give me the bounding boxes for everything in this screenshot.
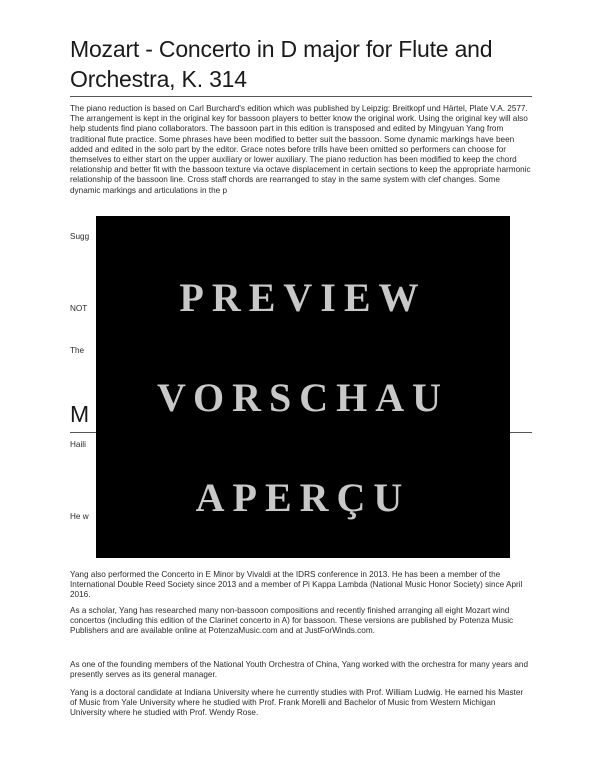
intro-paragraph: The piano reduction is based on Carl Burchard's edition which was published by Leipzig: Breitkopf und Härtel, Plate V.A. 2577. The arrangement is kept in the original key for bassoon players to better know the original work. Using the original key will also help students find piano collaborators. The bassoon part in this edition is transposed and edited by Mingyuan Yang from traditional flute practice. Some phrases have been modified to better suit the bassoon. Some dynamic markings have been added and edited in the solo part by the editor. Grace notes before trills have been omitted so performers can choose for themselves to either start on the upper auxiliary or lower auxiliary. The piano reduction has been modified to keep the chord relationship and better fit with the bassoon texture via octave displacement in certain sections to keep the appropriate harmonic relationship of the bassoon line. Cross staff chords are rearranged to stay in the same system with clef changes. Some dynamic markings and articulations in the p xyxy=(70,104,531,195)
range-paragraph: The xyxy=(70,346,85,355)
note-paragraph: NOT xyxy=(70,304,88,313)
bio-paragraph-idrs: Yang also performed the Concerto in E Minor by Vivaldi at the IDRS conference in 2013. He has been a member of the International Double Reed Society since 2013 and a member of Pi Kappa Lambda (National Music Honor Society) since April 2016. xyxy=(70,570,523,600)
bio-paragraph-1: Haili xyxy=(70,440,86,449)
bio-paragraph-2: He w xyxy=(70,512,89,521)
watermark-preview: PREVIEW xyxy=(179,275,427,320)
preview-watermark-overlay xyxy=(96,216,510,558)
suggestions-paragraph: Sugg xyxy=(70,232,90,241)
bio-paragraph-orchestra: As one of the founding members of the National Youth Orchestra of China, Yang worked with the orchestra for many years and presently serves as its general manager. xyxy=(70,660,529,680)
watermark-vorschau: VORSCHAU xyxy=(156,375,450,420)
bio-paragraph-scholar: As a scholar, Yang has researched many non-bassoon compositions and recently finished arranging all eight Mozart wind concertos (including this edition of the Clarinet concerto in A) for bassoon. These versions are published by Potenza Music Publishers and are available online at PotenzaMusic.com and at JustForWinds.com. xyxy=(70,606,514,636)
section-heading: M xyxy=(70,401,90,427)
watermark-apercu: APERÇU xyxy=(195,475,411,520)
document-title: Mozart - Concerto in D major for Flute and Orchestra, K. 314 xyxy=(70,36,493,92)
title-divider xyxy=(70,96,532,97)
bio-paragraph-education: Yang is a doctoral candidate at Indiana University where he currently studies with Prof. William Ludwig. He earned his Master of Music from Yale University where he studied with Prof. Frank Morelli and Bachelor of Music from Western Michigan University where he studied with Prof. Wendy Rose. xyxy=(70,688,524,718)
